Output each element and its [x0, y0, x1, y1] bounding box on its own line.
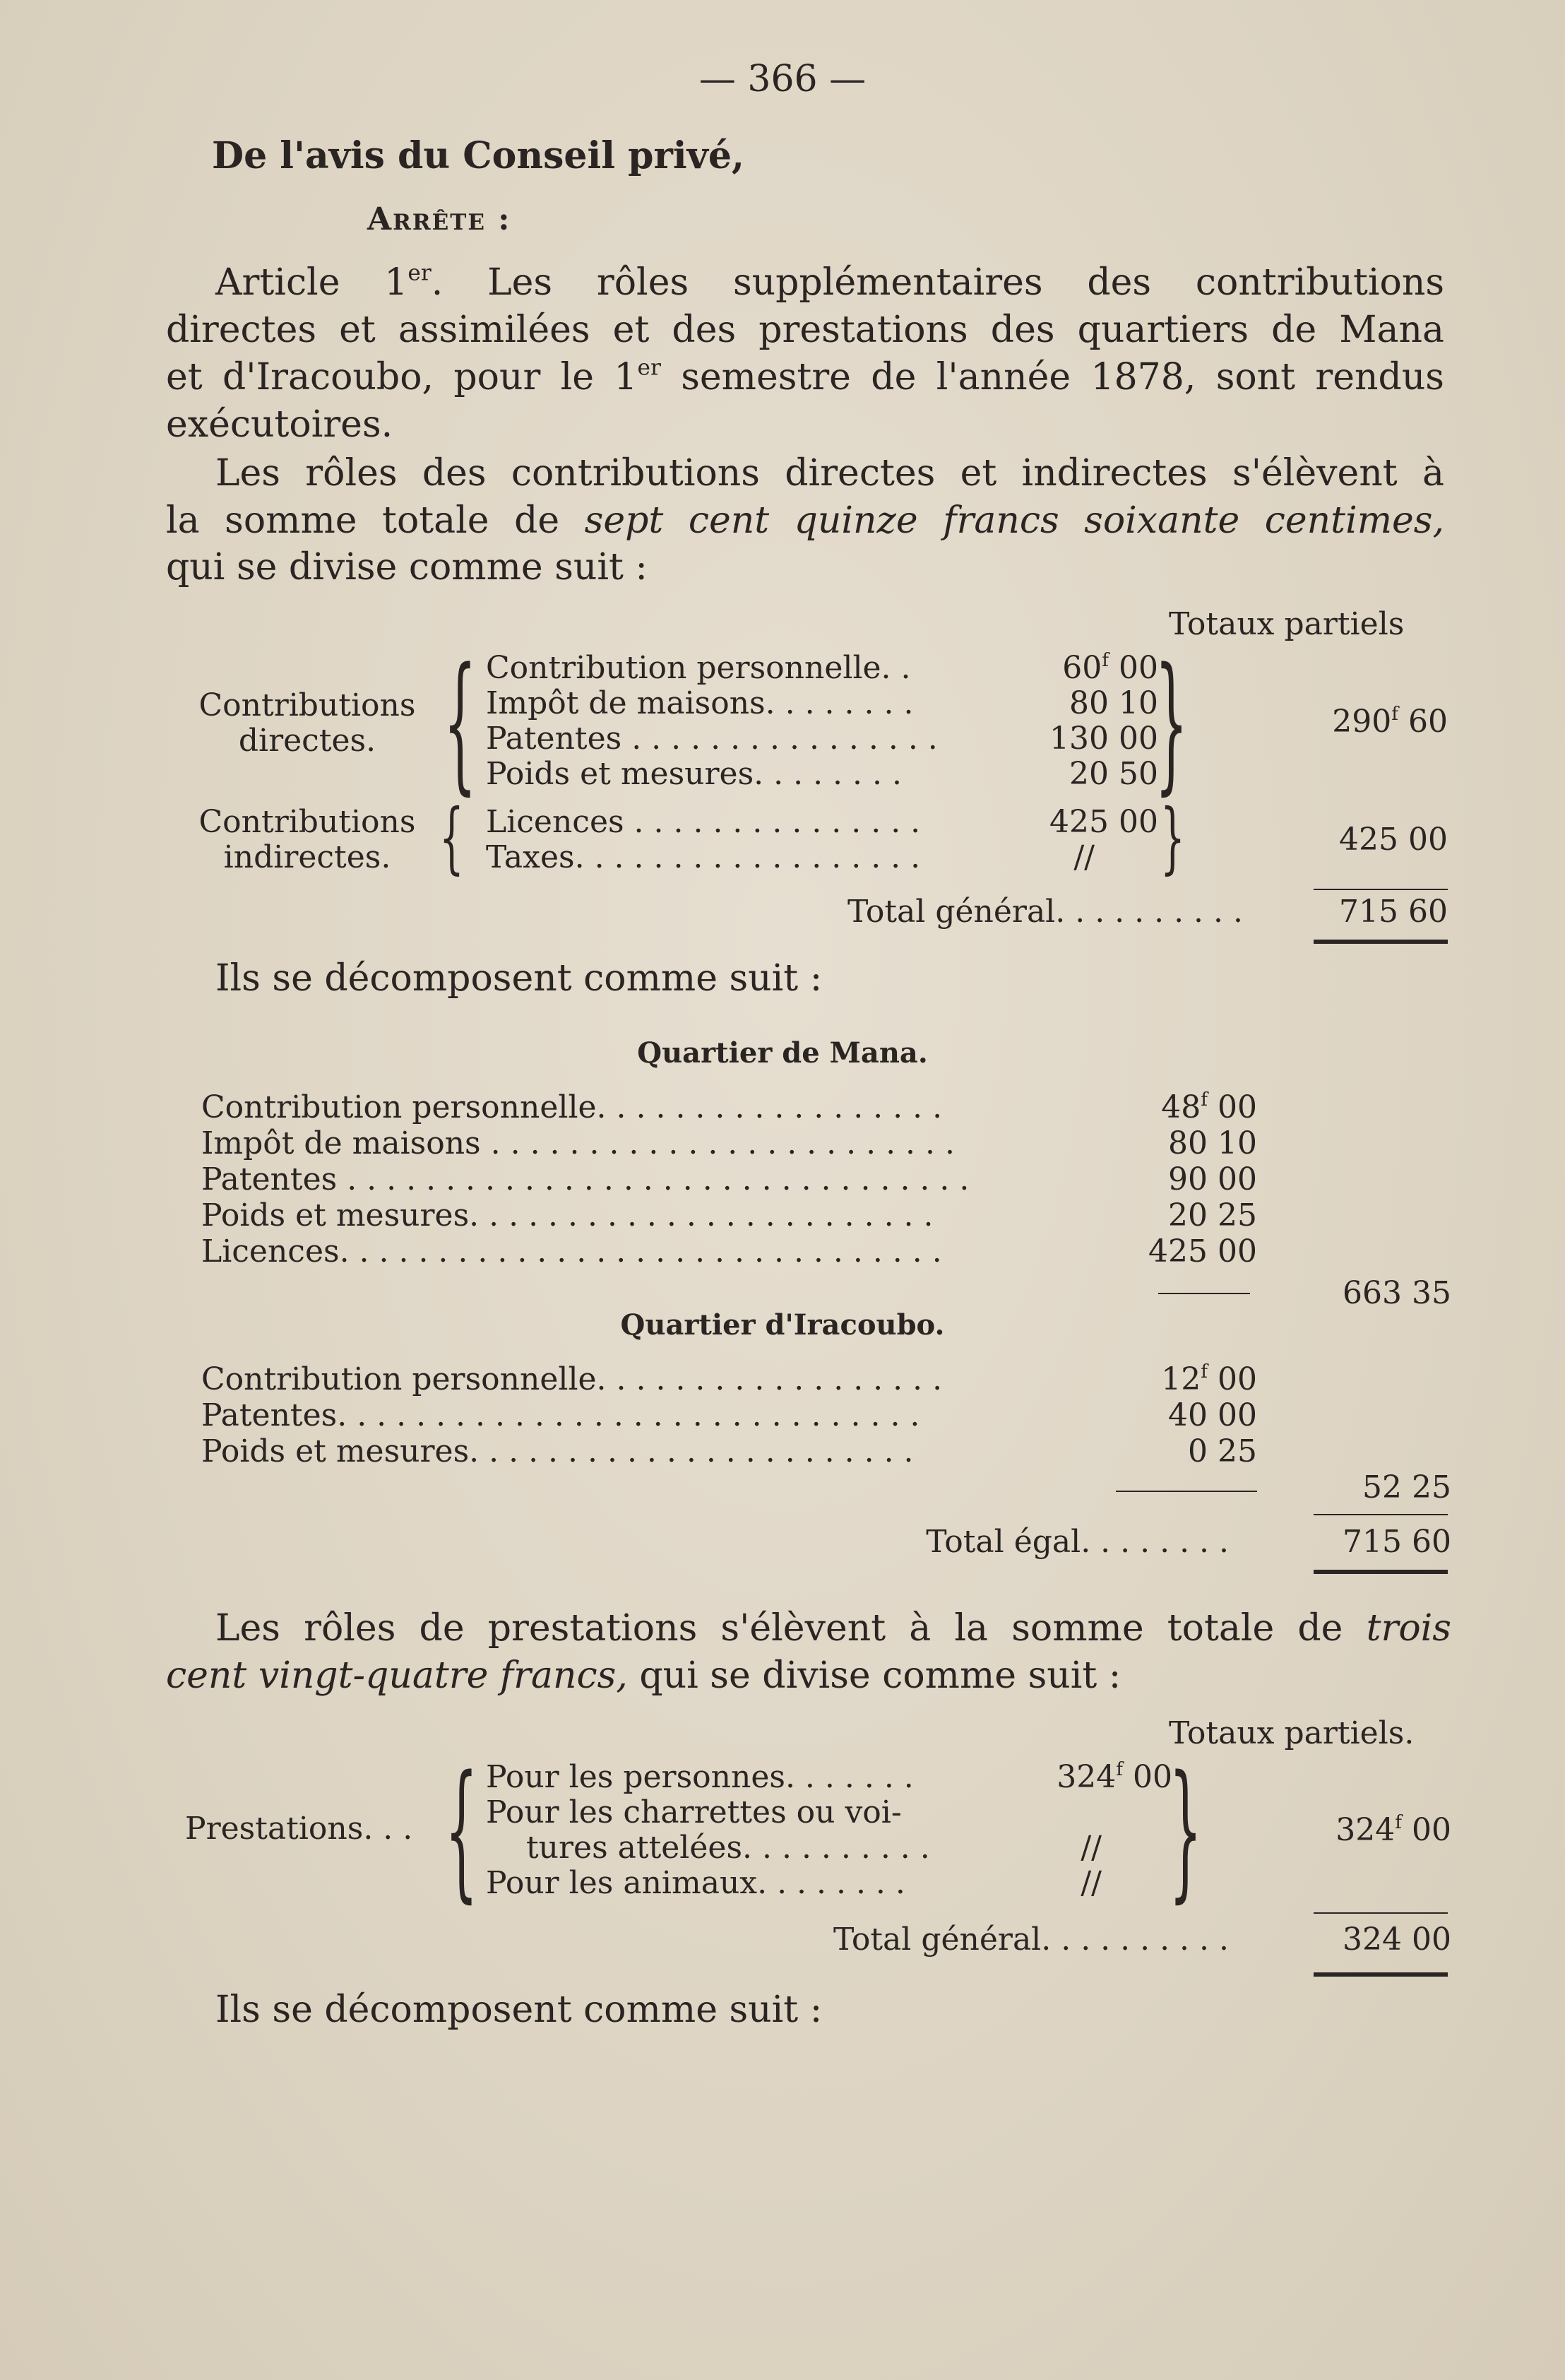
iracoubo-row-label: Poids et mesures. . . . . . . . . . . . . . . . . . . . . . . [201, 1433, 914, 1469]
brace-prestations-left: { [445, 1743, 478, 1917]
mana-rule [1158, 1293, 1250, 1294]
article-1-line-1-rest: . Les rôles supplémentaires des contributions [431, 261, 1444, 304]
table2-total-label: Total général. . . . . . . . . . [833, 1922, 1229, 1958]
iracoubo-row-amount [1088, 1361, 1257, 1397]
article-1-line-3a: et d'Iracoubo, pour le 1 [166, 356, 638, 398]
article-1-line-2: directes et assimilées et des prestations des quartiers de Mana [166, 309, 1444, 351]
amount-cents: 00 [1109, 650, 1158, 686]
para2-line-3: qui se divise comme suit : [166, 546, 648, 588]
table2-header: Totaux partiels. [1169, 1715, 1415, 1751]
decompose-2: Ils se décomposent comme suit : [215, 1989, 823, 2031]
group-indirect-l2: indirectes. [223, 839, 391, 875]
article-1-sup: er [407, 260, 432, 286]
table2-total-rule-bottom [1314, 1972, 1448, 1977]
table1-row-label: Licences . . . . . . . . . . . . . . . [486, 804, 921, 840]
table1-row-label: Impôt de maisons. . . . . . . . [486, 685, 914, 721]
article-1-prefix: Article 1 [215, 261, 408, 304]
table2-row-label: Pour les charrettes ou voi- [486, 1794, 902, 1830]
table1-row-amount: 80 10 [1069, 685, 1158, 721]
table2-row-amount: // [1081, 1865, 1102, 1901]
amount-main: 12 [1161, 1361, 1201, 1397]
table1-row-amount: // [1073, 839, 1095, 875]
decompose-1: Ils se décomposent comme suit : [215, 957, 823, 1000]
brace-indirect-left: { [439, 792, 464, 882]
iracoubo-row-label: Patentes. . . . . . . . . . . . . . . . . . . . . . . . . . . . . . [201, 1397, 920, 1433]
group-direct-l2: directes. [238, 723, 376, 759]
group-direct-l1: Contributions [198, 687, 416, 723]
subtotal-sup: f [1391, 702, 1399, 725]
table1-row-label: Patentes . . . . . . . . . . . . . . . . [486, 721, 938, 757]
page-number: — 366 — [698, 58, 867, 100]
total-rule-top [1314, 889, 1448, 890]
group-indirect-l1: Contributions [198, 804, 416, 840]
article-1-line-1 [166, 261, 1444, 304]
intro-line: De l'avis du Conseil privé, [212, 134, 745, 177]
amount-sup: f [1201, 1360, 1208, 1383]
table1-total-label: Total général. . . . . . . . . . [847, 894, 1243, 930]
table2-row-amount: // [1081, 1830, 1102, 1866]
iracoubo-row-amount: 40 00 [1168, 1397, 1257, 1433]
amount-sup: f [1201, 1088, 1208, 1111]
table2-group: Prestations. . . [185, 1811, 413, 1847]
para3-line-1 [215, 1607, 1451, 1650]
brace-direct-left: { [444, 636, 477, 809]
table1-row-label: Contribution personnelle. . [486, 650, 911, 686]
para3-line-1-normal: Les rôles de prestations s'élèvent à la somme totale de [215, 1607, 1367, 1650]
total-equal-label: Total égal. . . . . . . . [926, 1524, 1229, 1560]
mana-row-amount [1088, 1089, 1257, 1125]
para2-line-1: Les rôles des contributions directes et indirectes s'élèvent à [215, 452, 1444, 495]
subtotal-cents: 00 [1402, 1812, 1451, 1848]
table1-subtotal-direct [1278, 704, 1448, 740]
para2-line-2-italic: sept cent quinze francs soixante centimes, [584, 499, 1444, 542]
amount-sup: f [1102, 649, 1109, 671]
para3-line-2 [166, 1654, 1121, 1697]
iracoubo-row-label: Contribution personnelle. . . . . . . . . . . . . . . . . . [201, 1361, 943, 1397]
table1-row-label: Taxes. . . . . . . . . . . . . . . . . . [486, 839, 921, 875]
total-rule-bottom [1314, 940, 1448, 944]
mana-row-label: Poids et mesures. . . . . . . . . . . . . . . . . . . . . . . . [201, 1197, 934, 1233]
table2-row-label: tures attelées. . . . . . . . . . [526, 1830, 930, 1866]
amount-cents: 00 [1208, 1089, 1257, 1125]
mana-row-amount: 425 00 [1148, 1233, 1257, 1269]
para2-line-2 [166, 499, 1444, 542]
brace-indirect-right: { [1160, 792, 1185, 882]
table2-subtotal [1278, 1812, 1451, 1848]
table1-total: 715 60 [1339, 894, 1448, 930]
mana-row-label: Patentes . . . . . . . . . . . . . . . . . . . . . . . . . . . . . . . . [201, 1161, 970, 1197]
mana-row-label: Contribution personnelle. . . . . . . . . . . . . . . . . . [201, 1089, 943, 1125]
para3-line-1-italic: trois [1366, 1607, 1451, 1650]
mana-row-amount: 90 00 [1168, 1161, 1257, 1197]
brace-direct-right: { [1155, 636, 1188, 809]
subtotal-sup: f [1395, 1811, 1403, 1833]
table2-row-label: Pour les animaux. . . . . . . . [486, 1865, 905, 1901]
article-1-line-3b: semestre de l'année 1878, sont rendus [660, 356, 1444, 398]
mana-row-label: Licences. . . . . . . . . . . . . . . . . . . . . . . . . . . . . . . [201, 1233, 942, 1269]
article-1-line-3-sup: er [637, 355, 661, 381]
amount-cents: 00 [1123, 1759, 1172, 1795]
table1-subtotal-indirect: 425 00 [1339, 822, 1448, 858]
table1-row-amount: 425 00 [1049, 804, 1158, 840]
table1-row-label: Poids et mesures. . . . . . . . [486, 756, 902, 792]
table2-row-label: Pour les personnes. . . . . . . [486, 1759, 914, 1795]
amount-sup: f [1116, 1758, 1124, 1780]
amount-main: 48 [1161, 1089, 1201, 1125]
table2-total-rule-top [1314, 1912, 1448, 1914]
iracoubo-row-amount: 0 25 [1188, 1433, 1257, 1469]
mana-row-amount: 80 10 [1168, 1125, 1257, 1161]
table2-total: 324 00 [1343, 1922, 1451, 1958]
iracoubo-rule [1116, 1491, 1257, 1492]
amount-main: 60 [1062, 650, 1102, 686]
subtotal-main: 324 [1335, 1812, 1396, 1848]
total-equal-rule-bottom [1314, 1570, 1448, 1574]
brace-prestations-right: { [1169, 1743, 1202, 1917]
article-1-line-3 [166, 356, 1444, 398]
table1-row-amount [989, 650, 1158, 686]
para3-line-2-italic: cent vingt-quatre francs, [166, 1654, 628, 1697]
iracoubo-title: Quartier d'Iracoubo. [620, 1308, 945, 1342]
para2-line-2-normal: la somme totale de [166, 499, 585, 542]
subtotal-main: 290 [1332, 704, 1392, 740]
table1-header: Totaux partiels [1169, 606, 1405, 642]
amount-cents: 00 [1208, 1361, 1257, 1397]
mana-row-amount: 20 25 [1168, 1197, 1257, 1233]
decree-heading: Arrête : [367, 201, 511, 237]
table2-row-amount [1003, 1759, 1172, 1795]
amount-main: 324 [1057, 1759, 1117, 1795]
article-1-line-4: exécutoires. [166, 403, 393, 446]
mana-subtotal: 663 35 [1343, 1275, 1451, 1311]
table1-row-amount: 130 00 [1049, 721, 1158, 757]
table1-row-amount: 20 50 [1069, 756, 1158, 792]
subtotal-cents: 60 [1398, 704, 1448, 740]
para3-line-2-normal: qui se divise comme suit : [627, 1654, 1121, 1697]
mana-row-label: Impôt de maisons . . . . . . . . . . . . . . . . . . . . . . . . [201, 1125, 955, 1161]
iracoubo-subtotal: 52 25 [1362, 1469, 1451, 1505]
mana-title: Quartier de Mana. [637, 1036, 928, 1070]
total-equal: 715 60 [1343, 1524, 1451, 1560]
total-equal-rule-top [1314, 1514, 1448, 1515]
